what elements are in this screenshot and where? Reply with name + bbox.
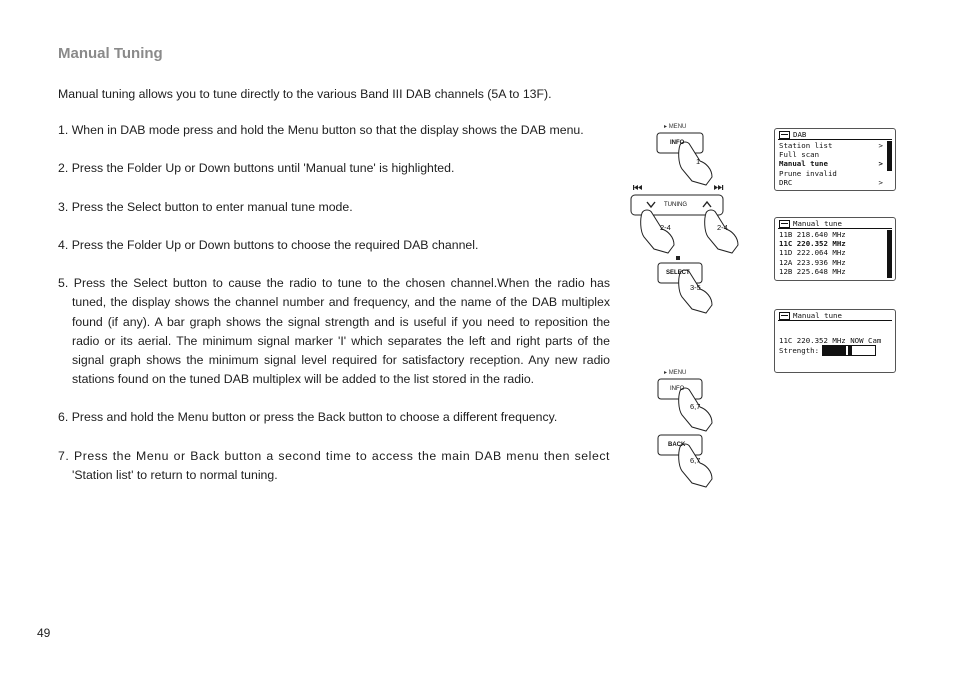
- step-1: [58, 121, 618, 140]
- arrow-icon: >: [878, 141, 883, 150]
- step-2: [58, 159, 618, 178]
- step-4: [58, 236, 618, 255]
- lcd-manual-tune-signal: [774, 309, 896, 373]
- back-button-label: BACK: [668, 442, 686, 448]
- step-text: Press the Menu or Back button a second time to access the main DAB menu then select: [73, 449, 610, 463]
- step-number: 7.: [58, 449, 70, 463]
- menu-item-selected: [779, 159, 883, 168]
- channel-item-selected: [779, 239, 883, 248]
- info-button-label: INFO: [670, 140, 685, 146]
- step-label: 6,7: [690, 456, 701, 465]
- channel-label: 12B 225.648 MHz: [779, 266, 846, 276]
- menu-label-text: MENU: [668, 124, 687, 130]
- step-3: [58, 198, 618, 217]
- step-6: [58, 408, 618, 427]
- chevron-down-icon: [647, 202, 655, 207]
- arrow-icon: >: [878, 177, 883, 187]
- menu-item: [779, 150, 883, 159]
- menu-small-label: ▸ MENU: [664, 124, 687, 130]
- step-text: found (if any). A bar graph shows the signal strength and is useful if you need to reposition the: [72, 314, 610, 329]
- step-7: [58, 447, 610, 486]
- lcd-header: Manual tune: [793, 311, 842, 320]
- lcd-header: Manual tune: [793, 219, 842, 228]
- channel-item: [779, 258, 883, 267]
- step-text: signal graph shows the minimum signal level required for satisfactory reception. Any new radio: [72, 353, 610, 368]
- page-number: 49: [37, 626, 51, 640]
- step-label: 2-4: [717, 223, 728, 232]
- lcd-dab-menu: [774, 128, 896, 191]
- channel-label: 11D 222.064 MHz: [779, 248, 846, 258]
- step-text: tuned, the display shows the channel number and frequency, and the name of the DAB multiplex: [72, 295, 610, 310]
- channel-item: [779, 230, 883, 239]
- minimum-signal-marker: [846, 346, 848, 355]
- menu-label-text: MENU: [668, 370, 687, 376]
- page-title: Manual Tuning: [58, 45, 163, 62]
- menu-item-label: Prune invalid: [779, 168, 837, 178]
- menu-icon: [779, 131, 790, 139]
- step-number: 1.: [58, 123, 69, 137]
- step-text: Press the Folder Up or Down buttons until 'Manual tune' is highlighted.: [71, 161, 455, 175]
- lcd-manual-tune-list: [774, 217, 896, 281]
- channel-label: 11C 220.352 MHz: [779, 239, 846, 249]
- menu-icon: [779, 312, 790, 320]
- step-label: 3-5: [690, 283, 701, 292]
- step-text: Press the Select button to cause the radio to tune to the chosen channel.When the radio has: [73, 276, 611, 290]
- lcd-header: DAB: [793, 130, 807, 139]
- channel-label: 12A 223.936 MHz: [779, 257, 846, 267]
- step-number: 6.: [58, 410, 69, 424]
- step-number: 2.: [58, 161, 69, 175]
- scrollbar: [887, 230, 892, 278]
- menu-icon: [779, 220, 790, 228]
- step-text: stations found on the tuned DAB multiplex will be added to the list stored in the radio.: [72, 372, 535, 387]
- tuned-channel-info: 11C 220.352 MHz NOW Cam: [779, 336, 882, 345]
- step-label: 2-4: [660, 223, 671, 232]
- menu-item: [779, 141, 883, 150]
- step-text: Press the Folder Up or Down buttons to choose the required DAB channel.: [71, 238, 479, 252]
- step-text: 'Station list' to return to normal tuning.: [72, 468, 278, 483]
- chevron-up-icon: [703, 202, 711, 207]
- step-number: 5.: [58, 276, 69, 290]
- step-5: [58, 274, 610, 390]
- hand-icon: [679, 444, 712, 487]
- strength-label: Strength:: [779, 346, 820, 355]
- step-number: 4.: [58, 238, 69, 252]
- step-label: 1: [696, 157, 701, 166]
- skip-forward-icon: [714, 185, 718, 190]
- select-button-label: SELECT: [666, 270, 690, 276]
- tuning-button-label: TUNING: [664, 202, 687, 208]
- menu-item-label: DRC: [779, 177, 793, 187]
- channel-label: 11B 218.640 MHz: [779, 230, 846, 239]
- signal-strength-bar: [822, 345, 876, 356]
- menu-item-label: Full scan: [779, 150, 820, 160]
- menu-item-label: Manual tune: [779, 159, 828, 169]
- menu-item-label: Station list: [779, 141, 833, 150]
- scrollbar: [887, 141, 892, 171]
- step-text: radio or its aerial. The minimum signal marker 'I' which separates the left and right parts of the: [72, 333, 610, 348]
- step-number: 3.: [58, 200, 69, 214]
- intro-paragraph: Manual tuning allows you to tune directly to the various Band III DAB channels (5A to 13F).: [58, 87, 552, 101]
- stop-icon: [676, 256, 680, 260]
- menu-item: [779, 178, 883, 187]
- step-text: When in DAB mode press and hold the Menu button so that the display shows the DAB menu.: [71, 123, 584, 137]
- step-text: Press the Select button to enter manual tune mode.: [71, 200, 353, 214]
- step-text: Press and hold the Menu button or press the Back button to choose a different frequency.: [71, 410, 558, 424]
- step-label: 6,7: [690, 402, 701, 411]
- menu-small-label-2: ▸ MENU: [664, 370, 687, 376]
- info-button-label-2: INFO: [670, 386, 685, 392]
- arrow-icon: >: [878, 159, 883, 169]
- channel-item: [779, 248, 883, 257]
- channel-item: [779, 267, 883, 276]
- menu-item: [779, 169, 883, 178]
